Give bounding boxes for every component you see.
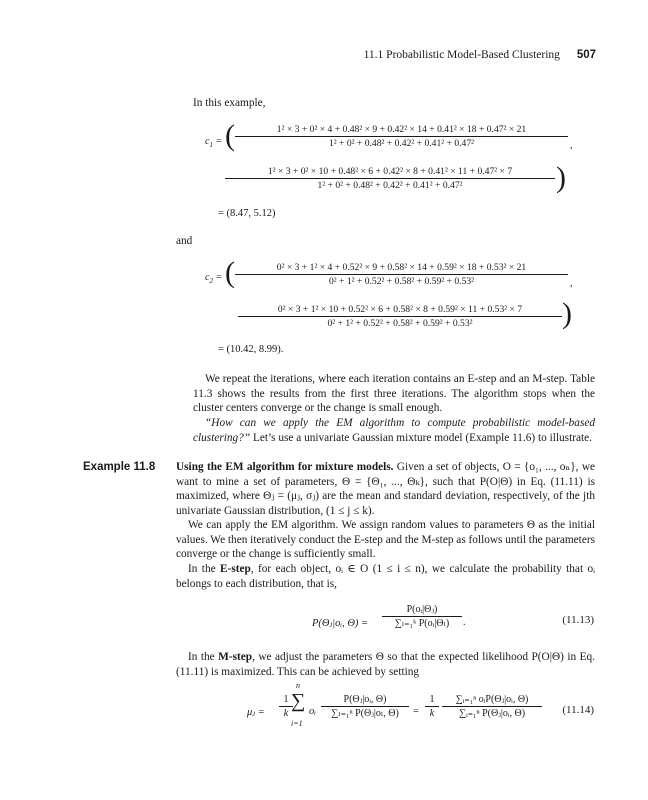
m-step-term: M-step [218, 651, 253, 663]
intro-text: In this example, [193, 97, 266, 109]
right-paren-c2: ) [562, 297, 572, 330]
c2-result: = (10.42, 8.99). [218, 344, 284, 355]
and-text: and [176, 235, 193, 247]
example-paragraph-1 [176, 460, 595, 518]
eq13-lhs: P(Θⱼ|oᵢ, Θ) = [312, 618, 369, 629]
eq13-numerator: P(oᵢ|Θⱼ) [382, 604, 462, 617]
eq13-number: (11.13) [562, 614, 594, 626]
c1-numerator-1: 1² × 3 + 0² × 4 + 0.48² × 9 + 0.42² × 14 + 0.41² × 18 + 0.47² × 21 [235, 124, 568, 137]
running-header [364, 49, 596, 61]
c1-result: = (8.47, 5.12) [218, 208, 276, 219]
left-paren-c1: ( [225, 119, 235, 152]
sum-lower: i=1 [291, 719, 303, 728]
sum-symbol: ∑ [291, 690, 306, 712]
e-step-term: E-step [220, 563, 251, 575]
example-title: Using the EM algorithm for mixture models. [176, 461, 394, 473]
c2-numerator-1: 0² × 3 + 1² × 4 + 0.52² × 9 + 0.58² × 14 + 0.59² × 18 + 0.53² × 21 [235, 262, 568, 275]
comma: , [570, 278, 573, 289]
c2-fraction-1 [235, 262, 568, 287]
eq14-fraction-3: $\frac{1}{k}$ [425, 694, 439, 719]
section-title: 11.1 Probabilistic Model-Based Clustering [363, 49, 560, 61]
eq13-denominator: ∑ₗ₌₁ᵏ P(oᵢ|Θₗ) [394, 618, 450, 629]
question-followup: Let’s use a univariate Gaussian mixture model (Example 11.6) to illustrate. [250, 431, 592, 444]
right-paren-c1: ) [556, 161, 566, 194]
c1-label: $c_1$ = [205, 136, 223, 149]
example-text-1: Given a set of objects, O = {o₁, ..., oₙ}, we want to mine a set of parameters, Θ = {Θ₁, ..., Θₖ}, such that P(O|Θ) in Eq. (11.11) is maximized, where Θⱼ = (μⱼ, σⱼ) are the mean and standard deviation, respectively, of the jth univariate Gaussian distribution, (1 ≤ j ≤ k). [176, 461, 595, 517]
c1-fraction-2 [225, 166, 555, 191]
eq14-number: (11.14) [562, 704, 594, 716]
eq13-period: . [463, 617, 466, 628]
question-text: “How can we apply the EM algorithm to compute probabilistic model-based clustering?” [193, 417, 595, 444]
comma: , [570, 140, 573, 151]
c1-denominator-2: 1² + 0² + 0.48² + 0.42² + 0.41² + 0.47² [317, 180, 463, 191]
c2-label: $c_2$ = [205, 272, 223, 285]
c2-fraction-2 [238, 304, 562, 329]
example-label: Example 11.8 [83, 461, 156, 473]
eq14-lhs: μⱼ = [247, 707, 265, 718]
sum-upper: n [296, 681, 300, 690]
c1-fraction-1 [235, 124, 568, 149]
example-paragraph-2: We can apply the EM algorithm. We assign random values to parameters Θ as the initial values. We then iteratively conduct the E-step and the M-step as follows until the parameters converge or the change is sufficiently small. [176, 519, 595, 561]
example-paragraph-3: In the E-step, for each object, oᵢ ∈ O (1 ≤ i ≤ n), we calculate the probability that oᵢ belongs to each distribution, that is, [176, 563, 595, 590]
eq14-oi: oᵢ [309, 706, 316, 717]
example-paragraph-4: In the M-step, we adjust the parameters Θ so that the expected likelihood P(O|Θ) in Eq. (11.11) is maximized. This can be achieved by setting [176, 651, 595, 678]
c1-numerator-2: 1² × 3 + 0² × 10 + 0.48² × 6 + 0.42² × 8 + 0.41² × 11 + 0.47² × 7 [225, 166, 555, 179]
eq14-equals: = [413, 706, 419, 717]
paragraph-question [193, 416, 595, 445]
c2-numerator-2: 0² × 3 + 1² × 10 + 0.52² × 6 + 0.58² × 8 + 0.59² × 11 + 0.53² × 7 [238, 304, 562, 317]
c1-denominator-1: 1² + 0² + 0.48² + 0.42² + 0.41² + 0.47² [328, 138, 475, 149]
c2-denominator-1: 0² + 1² + 0.52² + 0.58² + 0.59² + 0.53² [328, 276, 475, 287]
eq14-fraction-4: ∑ᵢ₌₁ⁿ oᵢP(Θⱼ|oᵢ, Θ) ∑ᵢ₌₁ⁿ P(Θⱼ|oᵢ, Θ) [442, 694, 542, 719]
page-number: 507 [576, 49, 596, 61]
eq13-fraction [382, 604, 462, 629]
eq14-fraction-2: $\frac{\text{P(Θⱼ|oᵢ, Θ)}}{\text{∑ₗ₌₁ⁿ P(Θⱼ|oₗ, Θ)}}$ [321, 694, 409, 719]
paragraph-repeat: We repeat the iterations, where each iteration contains an E-step and an M-step. Table 11.3 shows the results from the first three iterations. The algorithm stops when the cluster centers converge or the change is small enough. [193, 373, 595, 415]
c2-denominator-2: 0² + 1² + 0.52² + 0.58² + 0.59² + 0.53² [327, 318, 473, 329]
eq14-fraction-1: $\frac{1}{k}$ [279, 694, 293, 719]
left-paren-c2: ( [225, 256, 235, 289]
